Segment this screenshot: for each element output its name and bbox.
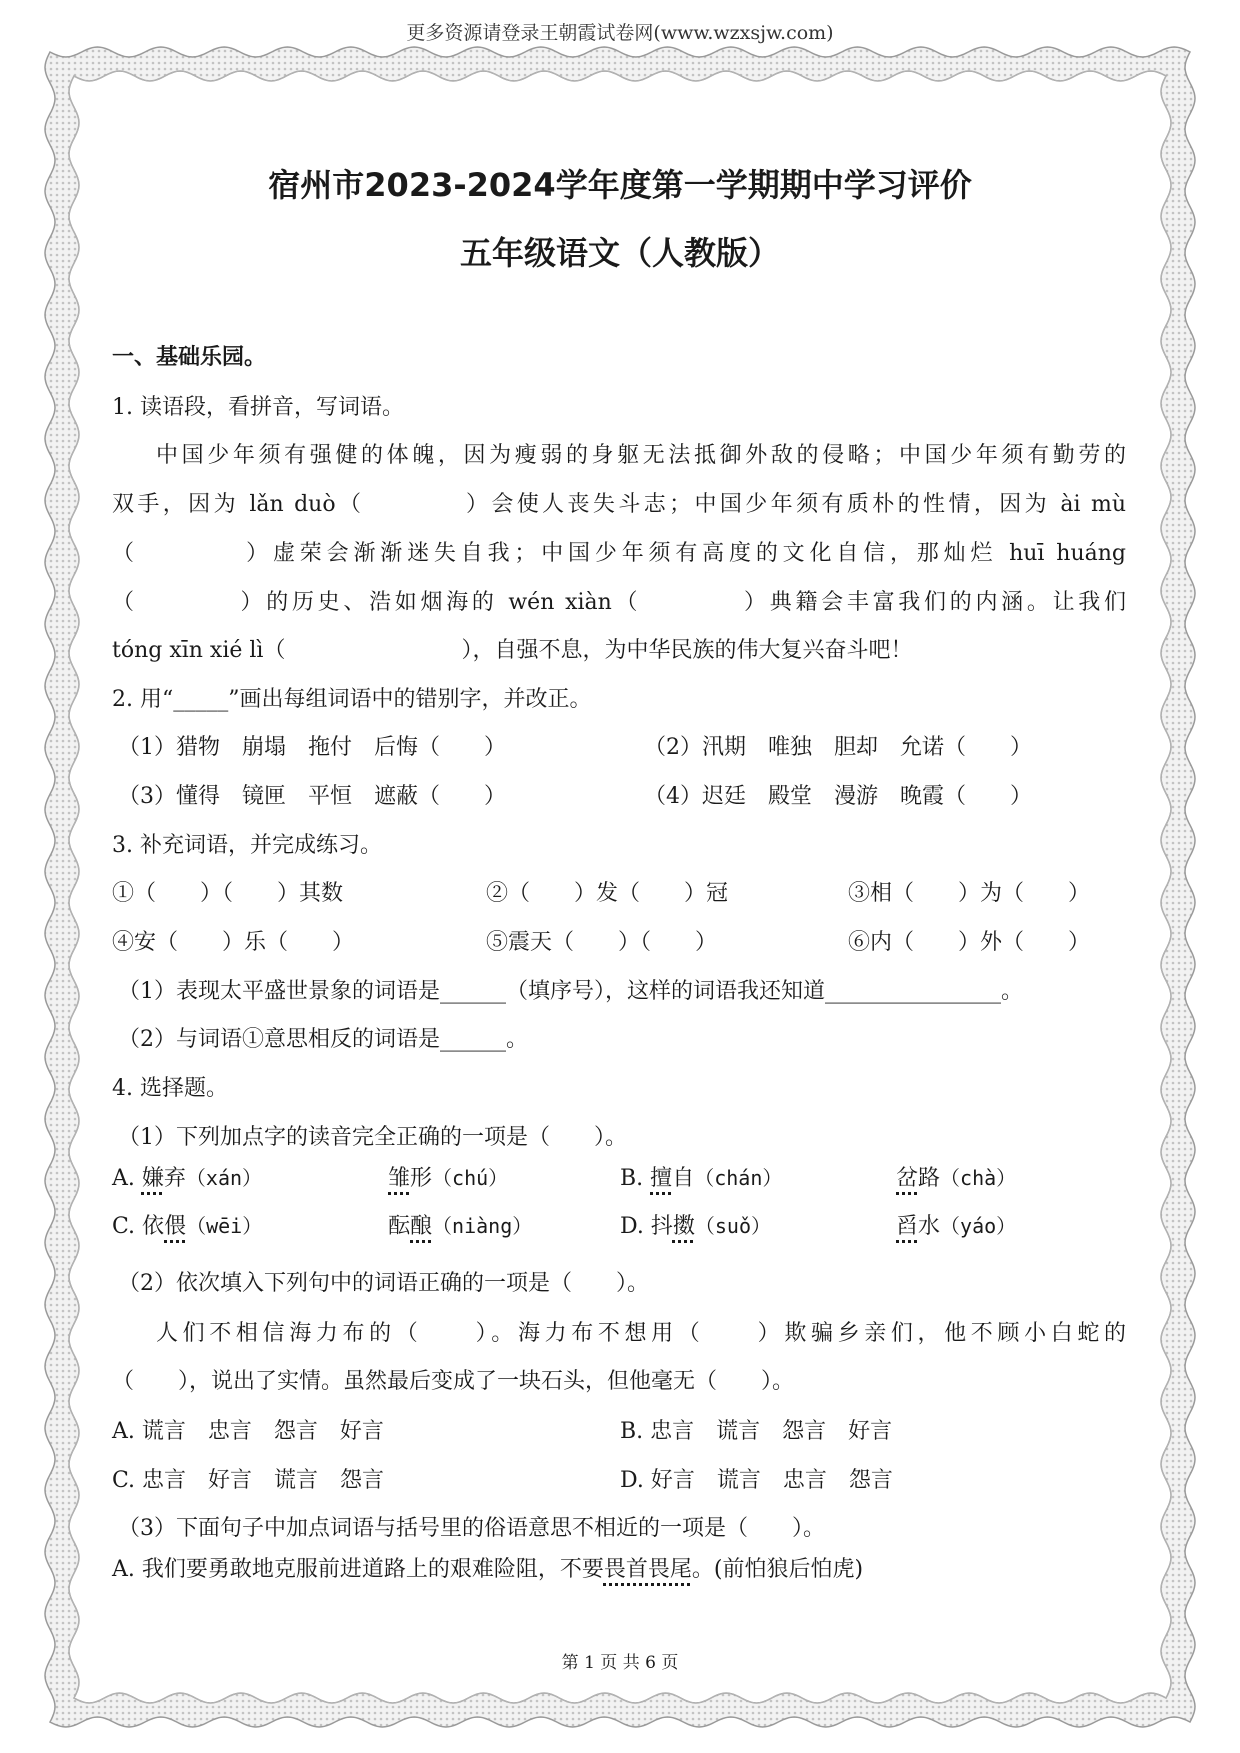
- q1-line-1: 中国少年须有强健的体魄，因为瘦弱的身躯无法抵御外敌的侵略；中国少年须有勤劳的: [156, 443, 1126, 468]
- q4-1-option-d: D. 抖擞（suǒ）: [620, 1214, 772, 1239]
- q3-word-2: ②（ ）发（ ）冠: [486, 881, 729, 906]
- page-title: 宿州市2023-2024学年度第一学期期中学习评价: [268, 166, 972, 204]
- q2-group-1: （1）猎物 崩塌 拖付 后悔（ ）: [118, 735, 506, 760]
- page-footer: 第 1 页 共 6 页: [561, 1653, 679, 1673]
- q4-2-option-c: C. 忠言 好言 谎言 怨言: [112, 1468, 385, 1493]
- header-note: 更多资源请登录王朝霞试卷网(www.wzxsjw.com): [406, 22, 834, 44]
- q4-2-passage-2: （ ），说出了实情。虽然最后变成了一块石头，但他毫无（ ）。: [112, 1369, 795, 1394]
- q1-line-5: tóng xīn xié lì（ ），自强不息，为中华民族的伟大复兴奋斗吧！: [112, 638, 913, 663]
- q4-1-option-a2: 雏形（chú）: [388, 1166, 509, 1191]
- q2-group-4: （4）迟廷 殿堂 漫游 晚霞（ ）: [644, 784, 1032, 809]
- q4-1-option-c2: 酝酿（niàng）: [388, 1214, 533, 1239]
- q4-sub-3: （3）下面句子中加点词语与括号里的俗语意思不相近的一项是（ ）。: [118, 1516, 825, 1541]
- q4-2-passage-1: 人们不相信海力布的（ ）。海力布不想用（ ）欺骗乡亲们，他不顾小白蛇的: [156, 1321, 1126, 1346]
- q3-word-4: ④安（ ）乐（ ）: [112, 930, 355, 955]
- q3-part-2: （2）与词语①意思相反的词语是______。: [118, 1027, 528, 1052]
- q4-1-option-d2: 舀水（yáo）: [896, 1214, 1017, 1239]
- q1-stem: 1. 读语段，看拼音，写词语。: [112, 395, 404, 420]
- q4-2-option-d: D. 好言 谎言 忠言 怨言: [620, 1468, 893, 1493]
- section-heading: 一、基础乐园。: [112, 345, 267, 370]
- q4-1-option-a: A. 嫌弃（xán）: [112, 1166, 263, 1191]
- q2-stem: 2. 用“_____”画出每组词语中的错别字，并改正。: [112, 687, 592, 712]
- q4-stem: 4. 选择题。: [112, 1076, 228, 1101]
- q4-1-option-b: B. 擅自（chán）: [620, 1166, 783, 1191]
- q3-word-3: ③相（ ）为（ ）: [848, 881, 1091, 906]
- q3-word-6: ⑥内（ ）外（ ）: [848, 930, 1091, 955]
- q1-line-4: （ ）的历史、浩如烟海的 wén xiàn（ ）典籍会丰富我们的内涵。让我们: [112, 590, 1126, 615]
- q4-1-option-c: C. 依偎（wēi）: [112, 1214, 263, 1239]
- q4-sub-1: （1）下列加点字的读音完全正确的一项是（ ）。: [118, 1125, 627, 1150]
- q4-1-option-b2: 岔路（chà）: [896, 1166, 1017, 1191]
- q4-2-option-a: A. 谎言 忠言 怨言 好言: [112, 1419, 384, 1444]
- q4-2-option-b: B. 忠言 谎言 怨言 好言: [620, 1419, 893, 1444]
- q3-word-5: ⑤震天（ ）（ ）: [486, 930, 718, 955]
- q1-line-2: 双手，因为 lǎn duò（ ）会使人丧失斗志；中国少年须有质朴的性情，因为 ài mù: [112, 492, 1126, 517]
- q3-part-1: （1）表现太平盛世景象的词语是______（填序号），这样的词语我还知道________________。: [118, 979, 1023, 1004]
- q4-3-option-a: A. 我们要勇敢地克服前进道路上的艰难险阻，不要畏首畏尾。(前怕狼后怕虎): [112, 1557, 864, 1582]
- q2-group-3: （3）懂得 镜匣 平恒 遮蔽（ ）: [118, 784, 506, 809]
- q2-group-2: （2）汛期 唯独 胆却 允诺（ ）: [644, 735, 1032, 760]
- q4-sub-2: （2）依次填入下列句中的词语正确的一项是（ ）。: [118, 1271, 649, 1296]
- q3-stem: 3. 补充词语，并完成练习。: [112, 833, 382, 858]
- q1-line-3: （ ）虚荣会渐渐迷失自我；中国少年须有高度的文化自信，那灿烂 huī huáng: [112, 541, 1126, 566]
- q3-word-1: ①（ ）（ ）其数: [112, 881, 344, 906]
- page-subtitle: 五年级语文（人教版）: [459, 234, 780, 272]
